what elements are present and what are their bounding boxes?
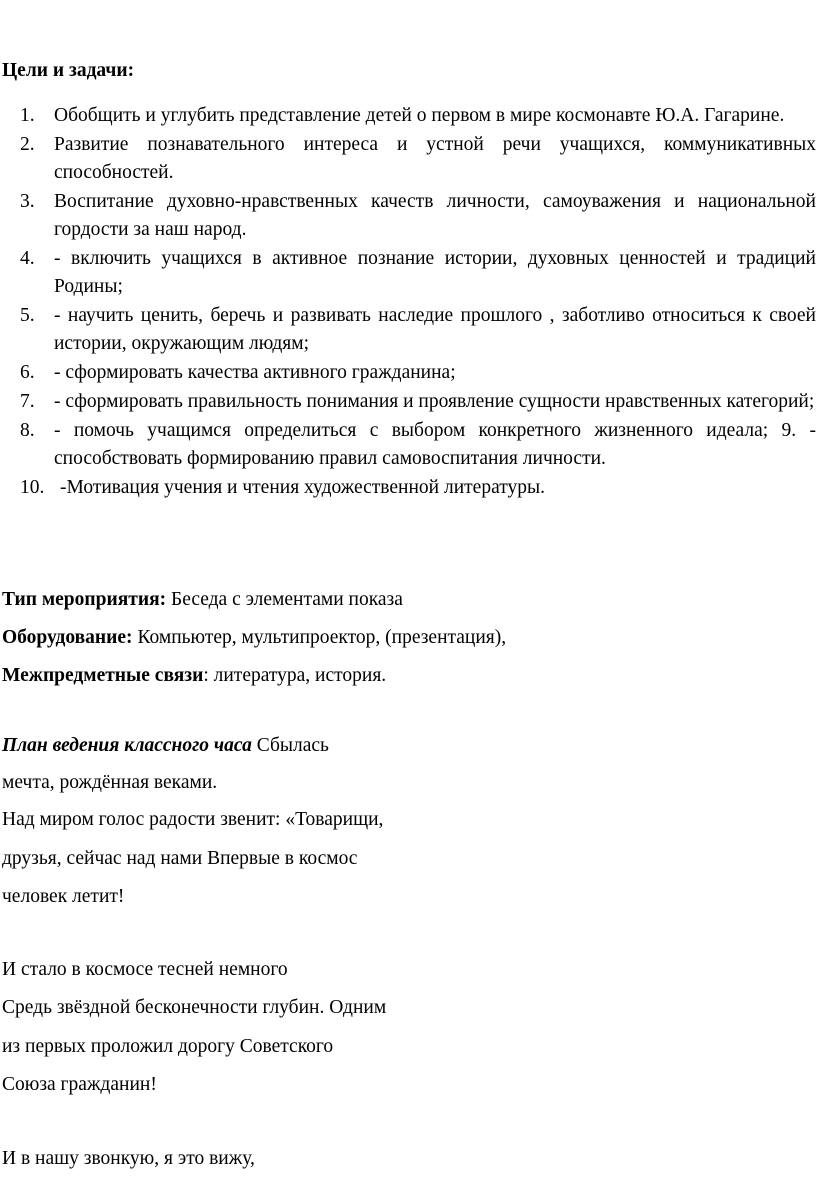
goals-list bbox=[20, 102, 816, 503]
equipment-value: Компьютер, мультипроектор, (презентация), bbox=[132, 627, 507, 648]
list-item-number: 10. bbox=[20, 477, 45, 498]
list-item-number: 8. bbox=[20, 420, 35, 441]
list-item-number: 7. bbox=[20, 391, 35, 412]
list-item-text: - сформировать качества активного гражданина; bbox=[54, 362, 456, 383]
list-item-text: - сформировать правильность понимания и проявление сущности нравственных категорий; bbox=[54, 391, 815, 412]
list-item-number: 1. bbox=[20, 105, 35, 126]
list-item-text: - помочь учащимся определиться с выбором конкретного жизненного идеала; 9. - способствовать формированию правил самовоспитания личности. bbox=[54, 420, 816, 469]
poem-line: И стало в космосе тесней немного bbox=[2, 959, 288, 980]
equipment-label: Оборудование: bbox=[2, 627, 133, 648]
list-item-number: 4. bbox=[20, 248, 35, 269]
goals-heading: Цели и задачи: bbox=[2, 60, 135, 81]
poem-line: Средь звёздной бесконечности глубин. Одним bbox=[2, 997, 387, 1018]
poem-line: из первых проложил дорогу Советского bbox=[2, 1036, 334, 1057]
event-type-label: Тип мероприятия: bbox=[2, 589, 167, 610]
list-item bbox=[20, 131, 816, 187]
interdisciplinary-links-value: : литература, история. bbox=[203, 665, 387, 686]
poem-line: Над миром голос радости звенит: «Товарищи, bbox=[2, 809, 384, 830]
poem-line: друзья, сейчас над нами Впервые в космос bbox=[2, 848, 358, 869]
list-item-text: - включить учащихся в активное познание истории, духовных ценностей и традиций Родины; bbox=[54, 248, 816, 297]
list-item bbox=[20, 188, 816, 244]
poem-line: Союза гражданин! bbox=[2, 1074, 157, 1095]
list-item bbox=[20, 102, 816, 130]
event-type-value: Беседа с элементами показа bbox=[166, 589, 403, 610]
list-item-text: - научить ценить, беречь и развивать наследие прошлого , заботливо относиться к своей истории, окружающим людям; bbox=[54, 305, 816, 354]
list-item-number: 2. bbox=[20, 134, 35, 155]
poem-line: мечта, рождённая веками. bbox=[2, 772, 218, 793]
list-item bbox=[20, 417, 816, 473]
list-item bbox=[20, 474, 816, 502]
list-item bbox=[20, 245, 816, 301]
poem-line: Сбылась bbox=[251, 735, 329, 756]
list-item-number: 5. bbox=[20, 305, 35, 326]
list-item bbox=[20, 302, 816, 358]
interdisciplinary-links-label: Межпредметные связи bbox=[2, 665, 204, 686]
poem-line: И в нашу звонкую, я это вижу, bbox=[2, 1148, 255, 1169]
equipment-line bbox=[2, 625, 506, 651]
list-item-text: Воспитание духовно-нравственных качеств личности, самоуважения и национальной гордости за наш народ. bbox=[54, 191, 816, 240]
poem-line: человек летит! bbox=[2, 886, 125, 907]
list-item bbox=[20, 359, 816, 387]
list-item-text: -Мотивация учения и чтения художественной литературы. bbox=[60, 477, 545, 498]
interdisciplinary-links-line bbox=[2, 663, 386, 689]
list-item-number: 6. bbox=[20, 362, 35, 383]
list-item-number: 3. bbox=[20, 191, 35, 212]
list-item-text: Обобщить и углубить представление детей о первом в мире космонавте Ю.А. Гагарине. bbox=[54, 105, 785, 126]
plan-label: План ведения классного часа bbox=[2, 735, 252, 756]
plan-line bbox=[2, 733, 329, 759]
list-item bbox=[20, 388, 816, 416]
event-type-line bbox=[2, 587, 403, 613]
list-item-text: Развитие познавательного интереса и устной речи учащихся, коммуникативных способностей. bbox=[54, 134, 816, 183]
